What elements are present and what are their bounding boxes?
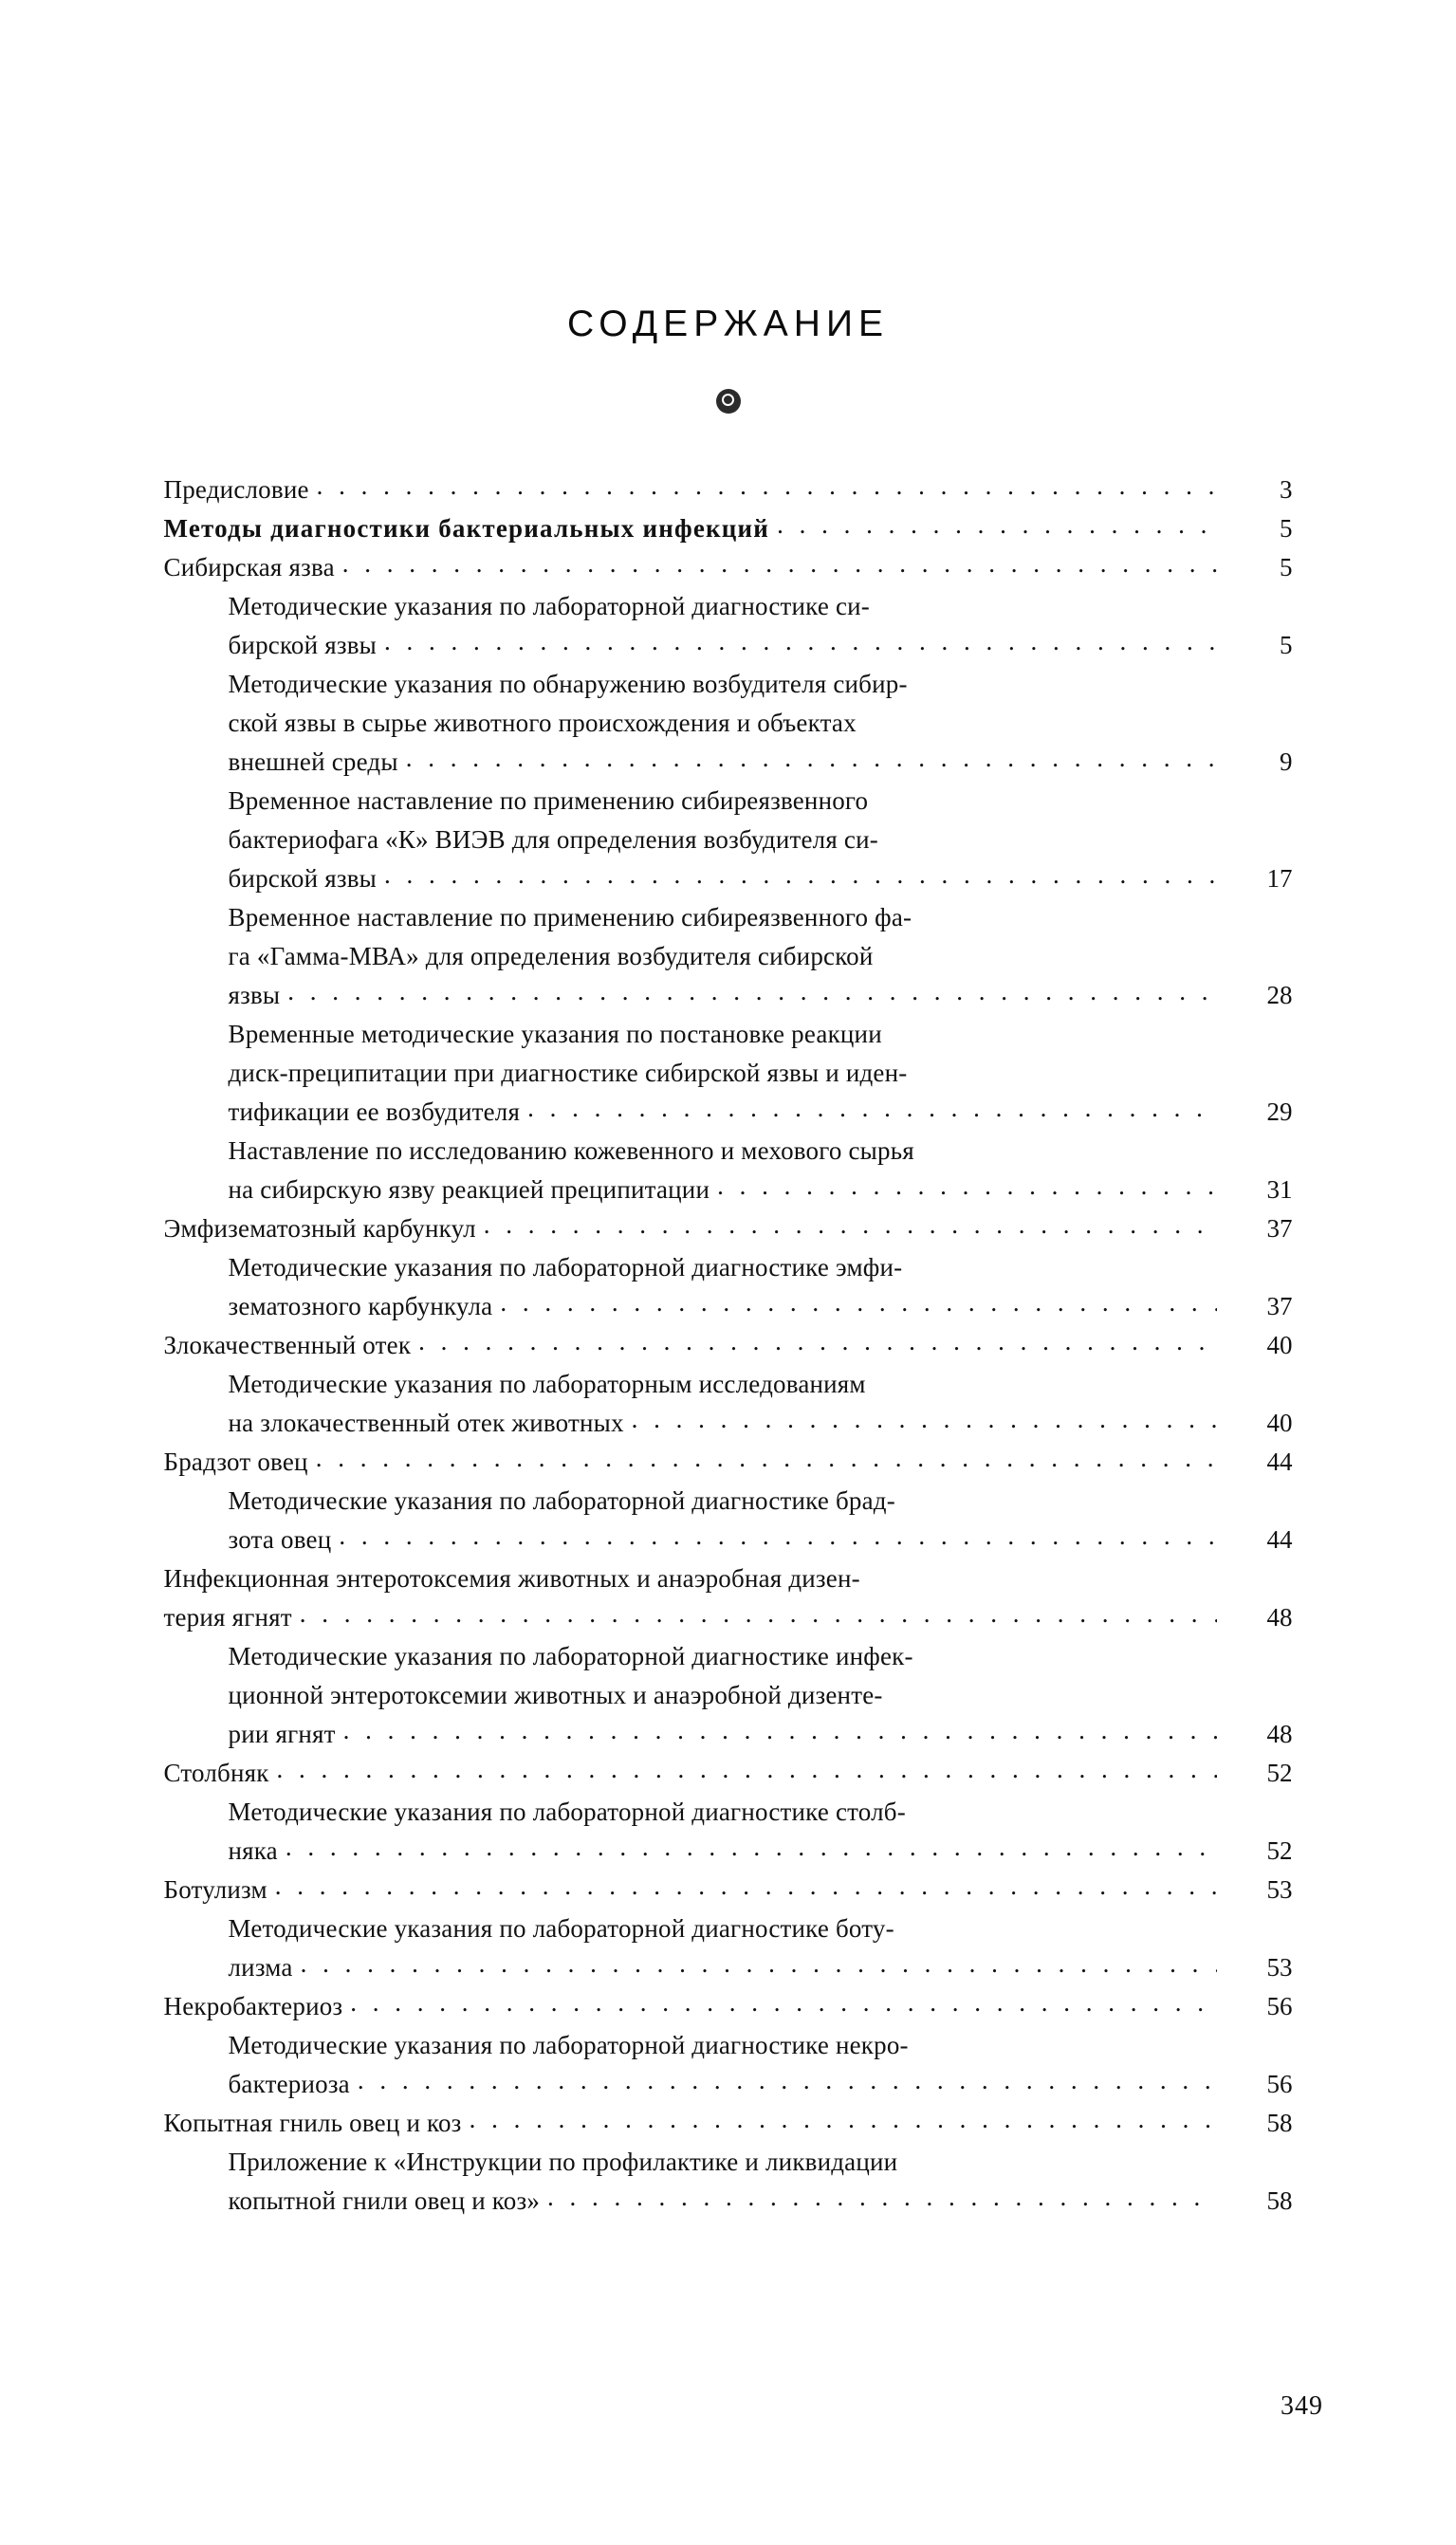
toc-entry-text: Временное наставление по применению сибиреязвенного (228, 786, 869, 815)
toc-entry-line[interactable] (164, 1482, 1293, 1521)
toc-entry-line[interactable] (164, 1326, 1293, 1365)
toc-entry-text: Временное наставление по применению сибиреязвенного фа- (228, 903, 912, 931)
toc-entry-line[interactable] (164, 898, 1293, 937)
toc-entry-line[interactable] (164, 2104, 1293, 2143)
toc-entry-page: 31 (1266, 1175, 1293, 1204)
toc-entry-page: 40 (1266, 1409, 1293, 1437)
toc-entry-line[interactable] (164, 1093, 1293, 1132)
page-number: 349 (1281, 2391, 1323, 2421)
toc-entry-text: на злокачественный отек животных (228, 1409, 624, 1437)
toc-entry-line[interactable] (164, 1209, 1293, 1248)
toc-entry-page: 17 (1266, 864, 1293, 893)
toc-entry-text: Методические указания по лабораторной диагностике некро- (228, 2031, 909, 2059)
toc-entry-text: Методические указания по лабораторной диагностике си- (228, 592, 870, 620)
toc-entry-text: Наставление по исследованию кожевенного и мехового сырья (228, 1136, 914, 1165)
toc-entry-line[interactable] (164, 1443, 1293, 1482)
toc-entry-page: 58 (1266, 2186, 1293, 2215)
flower-ornament (716, 389, 741, 414)
toc-entry-text: бирской язвы (228, 864, 377, 893)
toc-entry-page: 56 (1266, 1992, 1293, 2020)
page-title: СОДЕРЖАНИЕ (566, 304, 890, 344)
toc-entry-line[interactable] (164, 2026, 1293, 2065)
toc-entry-page: 5 (1280, 553, 1293, 581)
dot-leader (286, 1828, 1217, 1867)
toc-entry-text: Приложение к «Инструкции по профилактике и ликвидации (228, 2148, 898, 2176)
toc-entry-text: ционной энтеротоксемии животных и анаэробной дизенте- (228, 1681, 883, 1709)
toc-entry-text: лизма (228, 1953, 293, 1982)
toc-entry-line[interactable] (164, 1015, 1293, 1054)
toc-entry-page: 53 (1266, 1875, 1293, 1904)
toc-entry-page: 52 (1266, 1759, 1293, 1787)
toc-entry-text: га «Гамма-МВА» для определения возбудителя сибирской (228, 942, 874, 970)
toc-entry-text: Ботулизм (163, 1875, 267, 1904)
toc-entry-text: Методические указания по лабораторной диагностике боту- (228, 1914, 894, 1943)
toc-entry-text: зематозного карбункула (228, 1292, 493, 1320)
toc-entry-line[interactable] (164, 1132, 1293, 1171)
toc-entry-line[interactable] (164, 1171, 1293, 1209)
toc-entry-text: диск-преципитации при диагностике сибирской язвы и иден- (228, 1059, 908, 1087)
dot-leader (339, 1517, 1216, 1556)
dot-leader (300, 1595, 1217, 1633)
toc-entry-line[interactable] (164, 704, 1293, 743)
toc-entry-page: 52 (1266, 1836, 1293, 1865)
toc-entry-text: Брадзот овец (163, 1448, 308, 1476)
dot-leader (275, 1867, 1217, 1906)
toc-entry-text: рии ягнят (228, 1720, 336, 1748)
dot-leader (384, 622, 1217, 661)
toc-entry-text: Копытная гниль овец и коз (163, 2109, 462, 2137)
dot-leader (777, 506, 1216, 544)
dot-leader (358, 2061, 1217, 2100)
toc-entry-text: Методические указания по лабораторной диагностике эмфи- (228, 1253, 903, 1282)
toc-entry-text: Предисловие (163, 475, 309, 504)
toc-entry-page: 44 (1266, 1448, 1293, 1476)
dot-leader (632, 1400, 1217, 1439)
toc-entry-line[interactable] (164, 1521, 1293, 1559)
toc-entry-line[interactable] (164, 1754, 1293, 1793)
toc-entry-page: 58 (1266, 2109, 1293, 2137)
toc-entry-text: Методические указания по лабораторным исследованиям (228, 1370, 866, 1398)
toc-entry-text: язвы (228, 981, 281, 1009)
toc-entry-line[interactable] (164, 821, 1293, 859)
toc-entry-line[interactable] (164, 1559, 1293, 1598)
dot-leader (277, 1750, 1217, 1789)
dot-leader (384, 856, 1217, 894)
toc-entry-line[interactable] (164, 1948, 1293, 1987)
toc-entry-line[interactable] (164, 1871, 1293, 1909)
toc-entry-page: 56 (1266, 2070, 1293, 2098)
toc-entry-line[interactable] (164, 1637, 1293, 1676)
dot-leader (418, 1322, 1216, 1361)
toc-entry-text: терия ягнят (163, 1603, 292, 1632)
toc-entry-line[interactable] (164, 1598, 1293, 1637)
toc-entry-page: 44 (1266, 1525, 1293, 1554)
toc-entry-text: зота овец (228, 1525, 332, 1554)
toc-entry-page: 48 (1266, 1720, 1293, 1748)
toc-entry-text: тификации ее возбудителя (228, 1097, 521, 1126)
dot-leader (287, 972, 1216, 1011)
table-of-contents (164, 470, 1293, 2221)
toc-entry-text: няка (228, 1836, 278, 1865)
toc-entry-line[interactable] (164, 509, 1293, 548)
dot-leader (316, 1439, 1217, 1478)
toc-entry-page: 29 (1266, 1097, 1293, 1126)
toc-entry-text: Методические указания по лабораторной диагностике брад- (228, 1486, 895, 1515)
toc-entry-page: 53 (1266, 1953, 1293, 1982)
toc-entry-line[interactable] (164, 2143, 1293, 2182)
toc-entry-line[interactable] (164, 626, 1293, 665)
toc-entry-text: на сибирскую язву реакцией преципитации (228, 1175, 710, 1204)
toc-entry-line[interactable] (164, 859, 1293, 898)
dot-leader (717, 1167, 1216, 1206)
toc-entry-text: Некробактериоз (163, 1992, 343, 2020)
toc-entry-line[interactable] (164, 665, 1293, 704)
dot-leader (342, 544, 1217, 583)
toc-entry-text: Злокачественный отек (163, 1331, 412, 1359)
toc-entry-text: внешней среды (228, 747, 398, 776)
dot-leader (343, 1711, 1217, 1750)
toc-entry-text: бирской язвы (228, 631, 377, 659)
toc-entry-line[interactable] (164, 782, 1293, 821)
toc-entry-line[interactable] (164, 2065, 1293, 2104)
toc-entry-line[interactable] (164, 2182, 1293, 2221)
toc-entry-line[interactable] (164, 1365, 1293, 1404)
dot-leader (470, 2100, 1217, 2139)
toc-entry-line[interactable] (164, 1909, 1293, 1948)
toc-entry-text: ской язвы в сырье животного происхождения и объектах (228, 709, 857, 737)
toc-entry-page: 40 (1266, 1331, 1293, 1359)
toc-entry-page: 9 (1280, 747, 1293, 776)
toc-entry-line[interactable] (164, 1832, 1293, 1871)
toc-entry-line[interactable] (164, 1987, 1293, 2026)
toc-entry-line[interactable] (164, 1054, 1293, 1093)
toc-entry-line[interactable] (164, 1404, 1293, 1443)
toc-entry-text: Временные методические указания по постановке реакции (228, 1020, 882, 1048)
toc-entry-line[interactable] (164, 1287, 1293, 1326)
toc-entry-line[interactable] (164, 1793, 1293, 1832)
toc-entry-line[interactable] (164, 548, 1293, 587)
toc-entry-text: Столбняк (163, 1759, 269, 1787)
dot-leader (484, 1206, 1217, 1245)
toc-entry-text: Методические указания по обнаружению возбудителя сибир- (228, 670, 908, 698)
toc-entry-line[interactable] (164, 470, 1293, 509)
toc-entry-line[interactable] (164, 976, 1293, 1015)
toc-entry-page: 48 (1266, 1603, 1293, 1632)
toc-entry-page: 37 (1266, 1214, 1293, 1243)
toc-entry-page: 28 (1266, 981, 1293, 1009)
toc-entry-text: Методические указания по лабораторной диагностике инфек- (228, 1642, 913, 1670)
dot-leader (350, 1983, 1216, 2022)
dot-leader (301, 1945, 1217, 1983)
toc-entry-text: бактериоза (228, 2070, 350, 2098)
toc-entry-line[interactable] (164, 937, 1293, 976)
toc-entry-page: 37 (1266, 1292, 1293, 1320)
toc-entry-line[interactable] (164, 587, 1293, 626)
toc-entry-text: копытной гнили овец и коз» (228, 2186, 541, 2215)
toc-entry-line[interactable] (164, 1676, 1293, 1715)
toc-entry-text: Методические указания по лабораторной диагностике столб- (228, 1798, 906, 1826)
dot-leader (527, 1089, 1216, 1128)
dot-leader (317, 467, 1217, 506)
toc-entry-text: Методы диагностики бактериальных инфекций (163, 514, 770, 543)
toc-entry-line[interactable] (164, 1248, 1293, 1287)
toc-entry-page: 3 (1280, 475, 1293, 504)
toc-entry-line[interactable] (164, 1715, 1293, 1754)
toc-entry-line[interactable] (164, 743, 1293, 782)
dot-leader (406, 739, 1217, 778)
toc-entry-text: Эмфизематозный карбункул (163, 1214, 476, 1243)
page (0, 304, 1456, 2545)
toc-entry-page: 5 (1280, 514, 1293, 543)
dot-leader (547, 2178, 1216, 2217)
toc-entry-text: Инфекционная энтеротоксемия животных и анаэробная дизен- (163, 1564, 860, 1593)
toc-entry-text: Сибирская язва (163, 553, 335, 581)
toc-entry-page: 5 (1280, 631, 1293, 659)
dot-leader (500, 1283, 1216, 1322)
toc-entry-text: бактериофага «К» ВИЭВ для определения возбудителя си- (228, 825, 878, 854)
